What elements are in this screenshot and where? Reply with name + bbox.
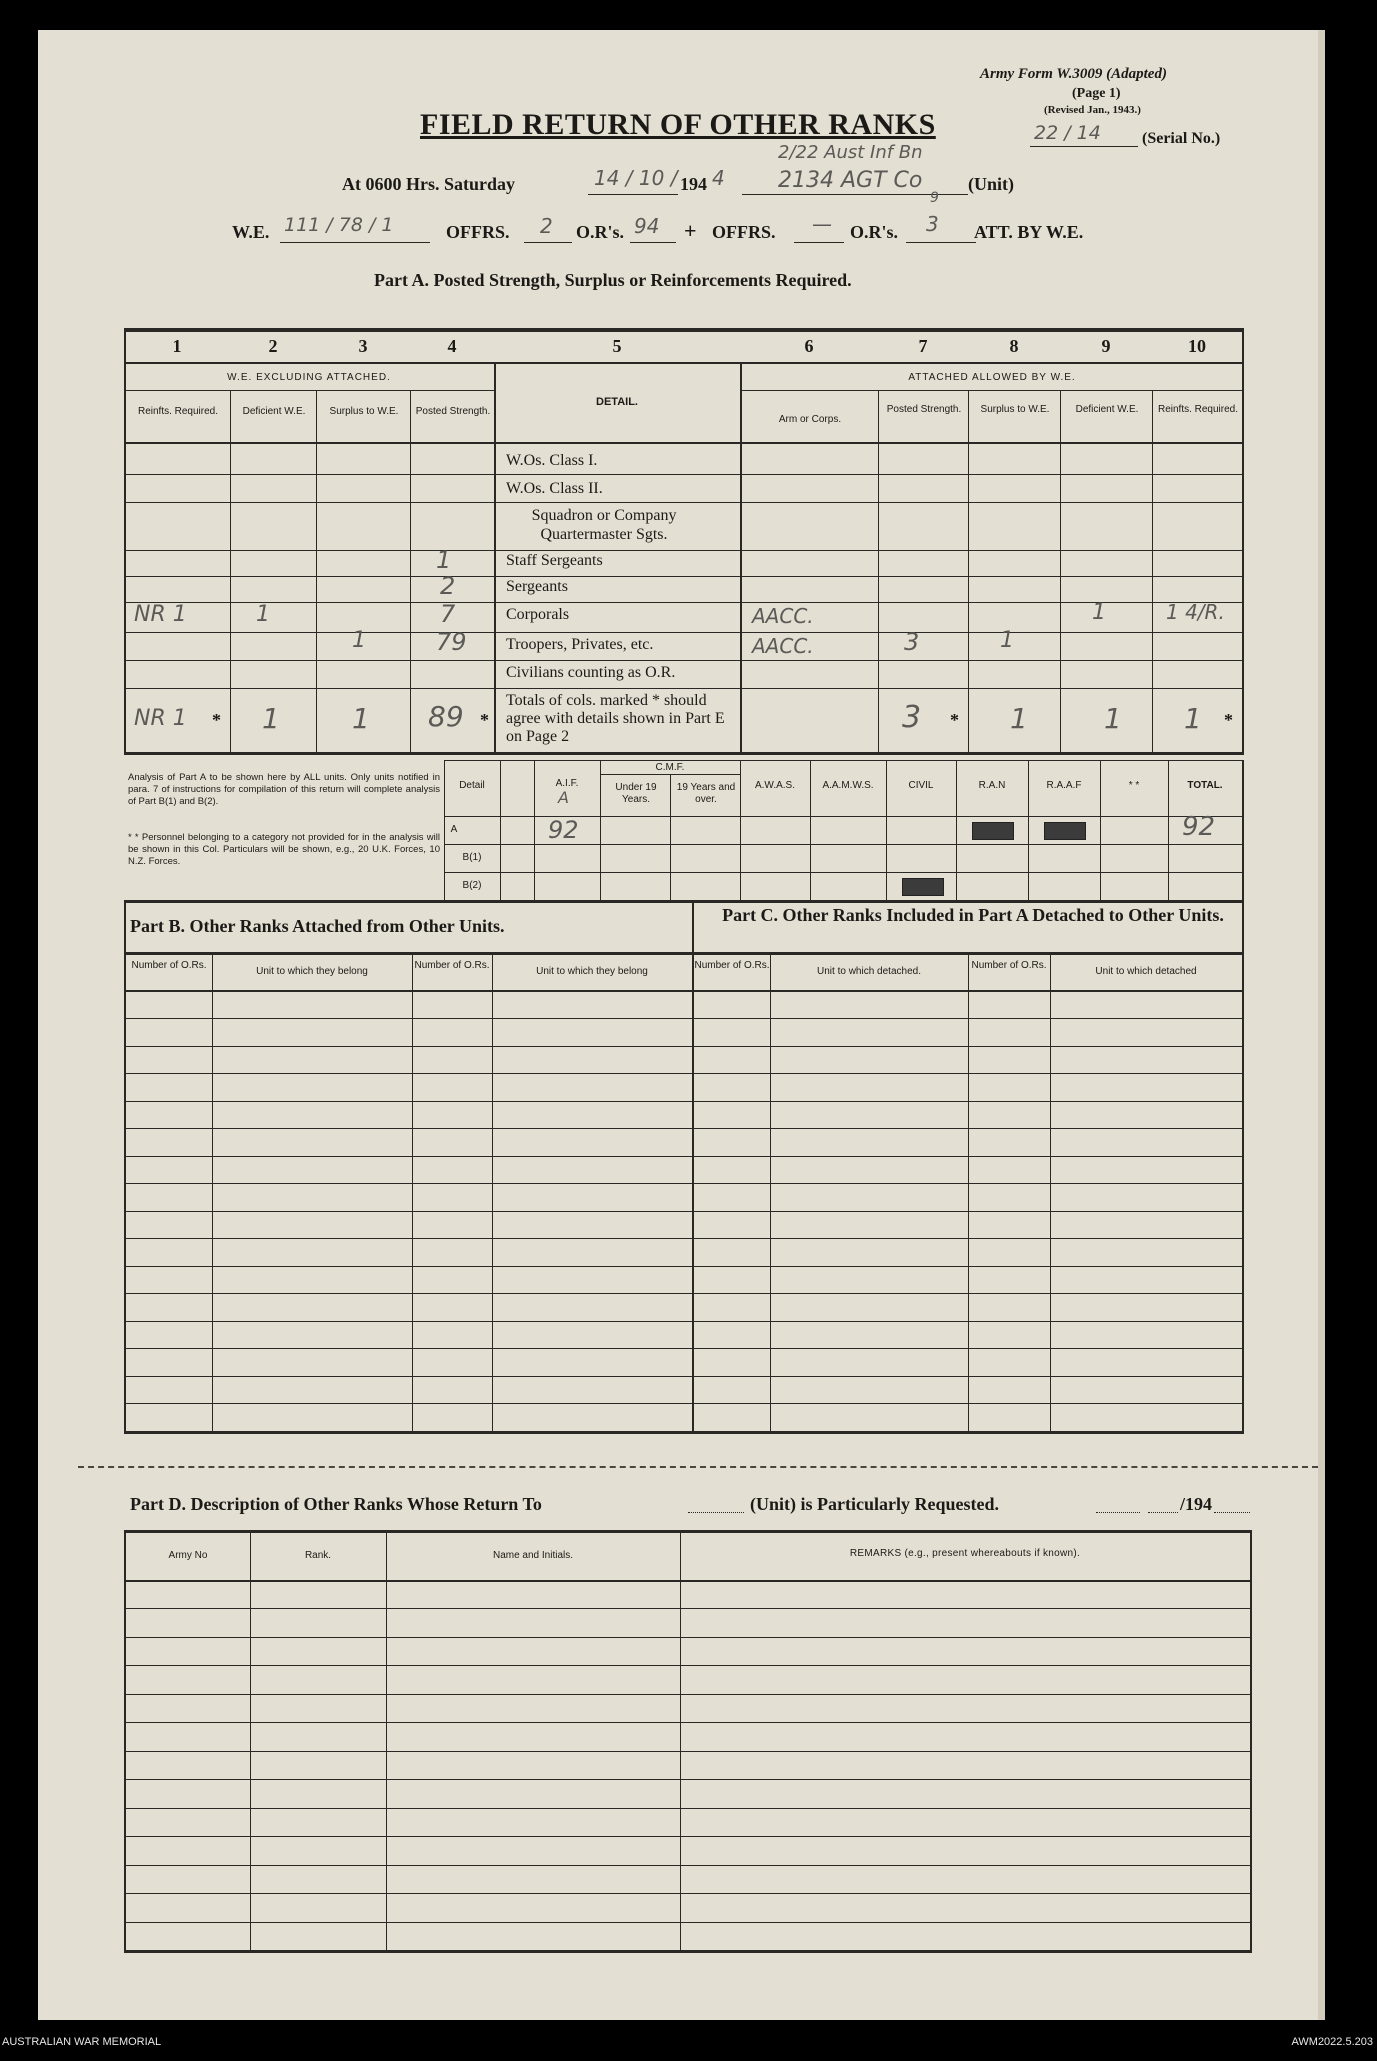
part-d-army-no-header: Army No	[168, 1550, 208, 1561]
total-posted: 89	[428, 700, 464, 733]
ors-value: 94	[634, 214, 660, 238]
ruled-line	[124, 1922, 1252, 1923]
part-b-number-header-2: Number of O.Rs.	[414, 960, 490, 971]
ruled-line	[124, 1751, 1252, 1752]
cpl-reinfts: NR 1	[134, 602, 187, 627]
paper-fold	[1318, 30, 1325, 2020]
ruled-line	[124, 1348, 1244, 1349]
total-deficient: 1	[262, 702, 280, 735]
ruled-line	[124, 1722, 1252, 1723]
col-number-8: 8	[1009, 336, 1019, 356]
ruled-line	[124, 1211, 1244, 1212]
ors-label: O.R's.	[576, 222, 625, 242]
ruled-line	[124, 1128, 1244, 1129]
plus-sign: +	[684, 218, 697, 243]
ruled-line	[124, 1101, 1244, 1102]
analysis-awas-header: A.W.A.S.	[754, 780, 795, 791]
ruled-line	[124, 1403, 1244, 1404]
part-b-unit-header-2: Unit to which they belong	[536, 966, 648, 977]
analysis-row-a: A	[450, 824, 458, 835]
form-id: Army Form W.3009 (Adapted)	[980, 66, 1167, 82]
star-7: *	[950, 710, 959, 730]
detail-sergeants: Sergeants	[506, 578, 568, 595]
offrs2-label: OFFRS.	[712, 222, 776, 242]
analysis-row-b1: B(1)	[462, 852, 482, 863]
ruled-line	[124, 1266, 1244, 1267]
hdr-att-surplus: Surplus to W.E.	[980, 404, 1050, 415]
total-reinfts: NR 1	[134, 706, 187, 731]
analysis-ran-header: R.A.N	[978, 780, 1006, 791]
ors2-label: O.R's.	[850, 222, 899, 242]
ors2-value: 3	[926, 212, 939, 236]
ruled-line	[124, 1665, 1252, 1666]
cpl-att-reinfts: 1 4/R.	[1166, 600, 1225, 624]
detail-privates: Troopers, Privates, etc.	[506, 636, 654, 653]
ruled-line	[124, 1321, 1244, 1322]
part-b-number-header-1: Number of O.Rs.	[131, 960, 207, 971]
we-label: W.E.	[232, 222, 270, 242]
unit-handwritten-2: 2134 AGT Co	[778, 168, 923, 193]
serial-label: (Serial No.)	[1142, 130, 1221, 147]
part-b-title: Part B. Other Ranks Attached from Other Units.	[130, 916, 505, 936]
analysis-other-header: * *	[1128, 780, 1140, 791]
part-c-unit-header-2: Unit to which detached	[1095, 966, 1197, 977]
cpl-att-deficient: 1	[1092, 600, 1106, 625]
ruled-line	[124, 1073, 1244, 1074]
sgt-posted: 2	[440, 572, 456, 600]
part-d-unit-blank	[688, 1512, 744, 1513]
star-10: *	[1224, 710, 1233, 730]
col-number-1: 1	[172, 336, 182, 356]
ruled-line	[124, 1293, 1244, 1294]
hdr-att-reinfts: Reinfts. Required.	[1157, 404, 1239, 415]
ruled-line	[124, 1183, 1244, 1184]
ruled-line	[124, 1637, 1252, 1638]
ruled-line	[124, 1893, 1252, 1894]
at-hours: At 0600 Hrs. Saturday	[342, 174, 516, 194]
pte-arm-corps: AACC.	[752, 634, 814, 658]
ruled-line	[124, 1046, 1244, 1047]
part-d-rank-header: Rank.	[304, 1550, 332, 1561]
cpl-arm-corps: AACC.	[752, 604, 814, 628]
col-number-3: 3	[358, 336, 368, 356]
ruled-line	[124, 1694, 1252, 1695]
pte-posted: 79	[436, 628, 467, 656]
detail-wo-class-2: W.Os. Class II.	[506, 480, 603, 497]
date-value: 14 / 10 /	[594, 166, 678, 190]
part-c-unit-header-1: Unit to which detached.	[817, 966, 921, 977]
analysis-note: Analysis of Part A to be shown here by ALL units. Only units notified in para. 7 of instructions for compilation of this return will complete analysis of Part B(1) and B(2).	[128, 772, 440, 807]
part-d-year: /194	[1180, 1494, 1213, 1514]
footer-institution: AUSTRALIAN WAR MEMORIAL	[2, 2036, 162, 2048]
col-number-9: 9	[1101, 336, 1111, 356]
hdr-surplus-we: Surplus to W.E.	[329, 406, 399, 417]
ruled-line	[124, 1779, 1252, 1780]
part-c-number-header-1: Number of O.Rs.	[694, 960, 770, 971]
we-value: 111 / 78 / 1	[284, 214, 394, 236]
ruled-line	[124, 1238, 1244, 1239]
part-c-title: Part C. Other Ranks Included in Part A Detached to Other Units.	[722, 905, 1224, 925]
analysis-detail-header: Detail	[459, 780, 485, 791]
unit-handwritten-1: 2/22 Aust Inf Bn	[778, 142, 923, 163]
total-att-reinfts: 1	[1184, 702, 1202, 735]
total-surplus: 1	[352, 702, 370, 735]
part-b-unit-header-1: Unit to which they belong	[256, 966, 368, 977]
star-1: *	[212, 710, 221, 730]
col-number-4: 4	[447, 336, 457, 356]
total-att-surplus: 1	[1010, 702, 1028, 735]
analysis-aif-header: A.I.F.	[555, 778, 579, 789]
detail-staff-sergeants: Staff Sergeants	[506, 552, 603, 569]
att-label: ATT. BY W.E.	[974, 222, 1084, 242]
tear-line	[78, 1466, 1318, 1468]
analysis-under19-header: Under 19 Years.	[615, 782, 657, 805]
analysis-raaf-header: R.A.A.F	[1046, 780, 1082, 791]
col-number-6: 6	[804, 336, 814, 356]
cpl-deficient: 1	[256, 602, 270, 627]
hdr-deficient-we: Deficient W.E.	[242, 406, 306, 417]
detail-header: DETAIL.	[596, 396, 638, 408]
hdr-reinfts-required: Reinfts. Required.	[137, 406, 219, 417]
part-d-day-blank	[1096, 1512, 1140, 1513]
analysis-a-aif: 92	[548, 816, 579, 844]
ruled-line	[124, 1018, 1244, 1019]
detail-corporals: Corporals	[506, 606, 570, 623]
pte-att-posted: 3	[904, 628, 920, 656]
part-a-title: Part A. Posted Strength, Surplus or Reinforcements Required.	[374, 270, 852, 290]
we-excluding-header: W.E. EXCLUDING ATTACHED.	[227, 372, 391, 383]
col-number-2: 2	[268, 336, 278, 356]
part-d-remarks-header: REMARKS (e.g., present whereabouts if known).	[849, 1548, 1081, 1559]
analysis-over19-header: 19 Years and over.	[676, 782, 736, 805]
serial-value: 22 / 14	[1034, 122, 1101, 144]
col-number-10: 10	[1188, 336, 1206, 356]
analysis-total-header: TOTAL.	[1187, 780, 1223, 791]
pte-att-surplus: 1	[1000, 628, 1014, 653]
ruled-line	[124, 1836, 1252, 1837]
ruled-line	[124, 1808, 1252, 1809]
part-c-number-header-2: Number of O.Rs.	[971, 960, 1047, 971]
year-digit: 4	[712, 166, 725, 190]
redacted-block-ran	[972, 822, 1014, 840]
hdr-arm-corps: Arm or Corps.	[778, 414, 842, 425]
ruled-line	[124, 1608, 1252, 1609]
total-att-posted: 3	[902, 700, 922, 735]
hdr-posted-strength: Posted Strength.	[415, 406, 491, 417]
detail-wo-class-1: W.Os. Class I.	[506, 452, 598, 469]
offrs-label: OFFRS.	[446, 222, 510, 242]
star-4: *	[480, 710, 489, 730]
staff-sgt-posted: 1	[436, 546, 452, 574]
detail-cqms: Squadron or Company Quartermaster Sgts.	[531, 507, 677, 543]
col-number-7: 7	[918, 336, 928, 356]
footer-accession: AWM2022.5.203	[1291, 2036, 1373, 2048]
page-number: (Page 1)	[1072, 86, 1121, 101]
analysis-aamws-header: A.A.M.W.S.	[822, 780, 874, 791]
offrs-value: 2	[540, 214, 553, 238]
page-title: FIELD RETURN OF OTHER RANKS	[420, 108, 936, 141]
part-d-name-header: Name and Initials.	[492, 1550, 574, 1561]
part-d-year-blank	[1214, 1512, 1250, 1513]
part-d-title: Part D. Description of Other Ranks Whose Return To	[130, 1494, 542, 1514]
year-prefix: 194	[680, 174, 707, 194]
hdr-att-posted-strength: Posted Strength.	[886, 404, 962, 415]
detail-civilians: Civilians counting as O.R.	[506, 664, 676, 681]
ruled-line	[124, 1865, 1252, 1866]
offrs2-value: —	[812, 212, 832, 236]
analysis-civil-header: CIVIL	[908, 780, 934, 791]
hdr-att-deficient: Deficient W.E.	[1075, 404, 1139, 415]
detail-totals: Totals of cols. marked * should agree with details shown in Part E on Page 2	[506, 692, 725, 745]
redacted-block-civil	[902, 878, 944, 896]
ors2-sub: 9	[930, 190, 939, 206]
revised-date: (Revised Jan., 1943.)	[1044, 104, 1141, 116]
total-att-deficient: 1	[1104, 702, 1122, 735]
part-d-unit-label: (Unit) is Particularly Requested.	[750, 1494, 999, 1514]
ruled-line	[124, 1156, 1244, 1157]
col-number-5: 5	[612, 336, 622, 356]
analysis-aif-handwritten: A	[558, 788, 569, 807]
attached-allowed-header: ATTACHED ALLOWED BY W.E.	[908, 372, 1076, 383]
cpl-posted: 7	[440, 600, 456, 628]
analysis-note-2: * * Personnel belonging to a category not provided for in the analysis will be shown in this Col. Particulars will be shown, e.g., 20 U.K. Forces, 10 N.Z. Forces.	[128, 832, 440, 867]
part-d-month-blank	[1148, 1512, 1178, 1513]
analysis-a-total: 92	[1182, 812, 1216, 842]
analysis-row-b2: B(2)	[462, 880, 482, 891]
analysis-cmf-header: C.M.F.	[655, 762, 685, 773]
unit-label: (Unit)	[968, 174, 1014, 194]
ruled-line	[124, 1376, 1244, 1377]
redacted-block-raaf	[1044, 822, 1086, 840]
pte-surplus: 1	[352, 628, 366, 653]
